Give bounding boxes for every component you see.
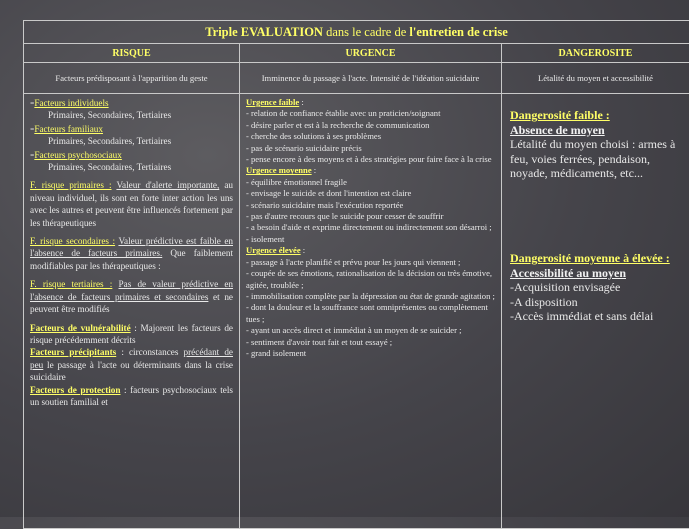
risque-levels-3: Primaires, Secondaires, Tertiaires <box>30 161 233 173</box>
dangerosite-moyenne-sub: Accessibilité au moyen <box>510 266 681 281</box>
urgence-elevee-item: - dont la douleur et la souffrance sont omniprésentes ou complètement tues ; <box>246 302 495 325</box>
dangerosite-moyenne-title: Dangerosité moyenne à élevée : <box>510 251 681 266</box>
risque-secondaires: F. risque secondaires : Valeur prédictive est faible en l'absence de facteurs primaires. Que faiblement modifiables par les thérapeutiques : <box>30 235 233 272</box>
urgence-faible-item: - pas de scénario suicidaire précis <box>246 143 495 154</box>
evaluation-table <box>23 20 689 529</box>
dangerosite-item: -A disposition <box>510 295 681 310</box>
dangerosite-faible-text: Létalité du moyen choisi : armes à feu, voies ferrées, pendaison, noyade, médicaments, etc... <box>510 137 681 181</box>
urgence-moyenne-item: - équilibre émotionnel fragile <box>246 177 495 188</box>
urgence-elevee-item: - coupée de ses émotions, rationalisation de la décision ou très émotive, agitée, troublée ; <box>246 268 495 291</box>
facteurs-protection: Facteurs de protection : facteurs psychosociaux tels un soutien familial et <box>30 384 233 409</box>
urgence-elevee-title: Urgence élevée : <box>246 245 495 256</box>
urgence-faible-item: - désire parler et est à la recherche de communication <box>246 120 495 131</box>
risque-levels-2: Primaires, Secondaires, Tertiaires <box>30 135 233 147</box>
dangerosite-cell <box>502 94 689 529</box>
risque-levels-1: Primaires, Secondaires, Tertiaires <box>30 109 233 121</box>
urgence-faible-item: - cherche des solutions à ses problèmes <box>246 131 495 142</box>
title-part1: Triple EVALUATION <box>205 25 323 39</box>
desc-urgence: Imminence du passage à l'acte. Intensité de l'idéation suicidaire <box>240 63 502 94</box>
dangerosite-faible-title: Dangerosité faible : <box>510 108 681 123</box>
table-title <box>24 21 689 44</box>
dangerosite-item: -Acquisition envisagée <box>510 280 681 295</box>
urgence-elevee-item: - immobilisation complète par la dépression ou état de grande agitation ; <box>246 291 495 302</box>
risque-psychosociaux: -Facteurs psychosociaux <box>30 148 233 161</box>
dangerosite-faible-sub: Absence de moyen <box>510 123 681 138</box>
urgence-elevee-item: - grand isolement <box>246 348 495 359</box>
title-part3: l'entretien de crise <box>409 25 507 39</box>
urgence-moyenne-item: - a besoin d'aide et exprime directement ou indirectement son désarroi ; <box>246 222 495 233</box>
urgence-faible-title: Urgence faible : <box>246 97 495 108</box>
risque-primaires: F. risque primaires : Valeur d'alerte importante, au niveau individuel, ils sont en forte inter action les uns avec les autres et peuvent être influencés fortement par les thérapeutiques <box>30 179 233 229</box>
facteurs-vulnerabilite: Facteurs de vulnérabilité : Majorent les facteurs de risque précédemment décrits <box>30 322 233 347</box>
urgence-moyenne-item: - scénario suicidaire mais l'exécution reportée <box>246 200 495 211</box>
urgence-moyenne-item: - isolement <box>246 234 495 245</box>
header-risque: RISQUE <box>24 44 240 63</box>
header-dangerosite: DANGEROSITE <box>502 44 689 63</box>
urgence-elevee-item: - passage à l'acte planifié et prévu pour les jours qui viennent ; <box>246 257 495 268</box>
header-urgence: URGENCE <box>240 44 502 63</box>
urgence-elevee-item: - sentiment d'avoir tout fait et tout essayé ; <box>246 337 495 348</box>
urgence-moyenne-title: Urgence moyenne : <box>246 165 495 176</box>
risque-tertiaires: F. risque tertiaires : Pas de valeur prédictive en l'absence de facteurs primaires et secondaires et ne peuvent être modifiés <box>30 278 233 315</box>
facteurs-precipitants: Facteurs précipitants : circonstances précédant de peu le passage à l'acte ou déterminants dans la crise suicidaire <box>30 346 233 383</box>
urgence-cell <box>240 94 502 529</box>
urgence-elevee-item: - ayant un accès direct et immédiat à un moyen de se suicider ; <box>246 325 495 336</box>
urgence-faible-item: - relation de confiance établie avec un praticien/soignant <box>246 108 495 119</box>
risque-individuels: -Facteurs individuels <box>30 96 233 109</box>
dangerosite-item: -Accès immédiat et sans délai <box>510 309 681 324</box>
urgence-faible-item: - pense encore à des moyens et à des stratégies pour faire face à la crise <box>246 154 495 165</box>
risque-cell <box>24 94 240 529</box>
urgence-moyenne-item: - pas d'autre recours que le suicide pour cesser de souffrir <box>246 211 495 222</box>
desc-dangerosite: Létalité du moyen et accessibilité <box>502 63 689 94</box>
title-part2: dans le cadre de <box>323 25 409 39</box>
urgence-moyenne-item: - envisage le suicide et dont l'intention est claire <box>246 188 495 199</box>
desc-risque: Facteurs prédisposant à l'apparition du geste <box>24 63 240 94</box>
risque-familiaux: -Facteurs familiaux <box>30 122 233 135</box>
